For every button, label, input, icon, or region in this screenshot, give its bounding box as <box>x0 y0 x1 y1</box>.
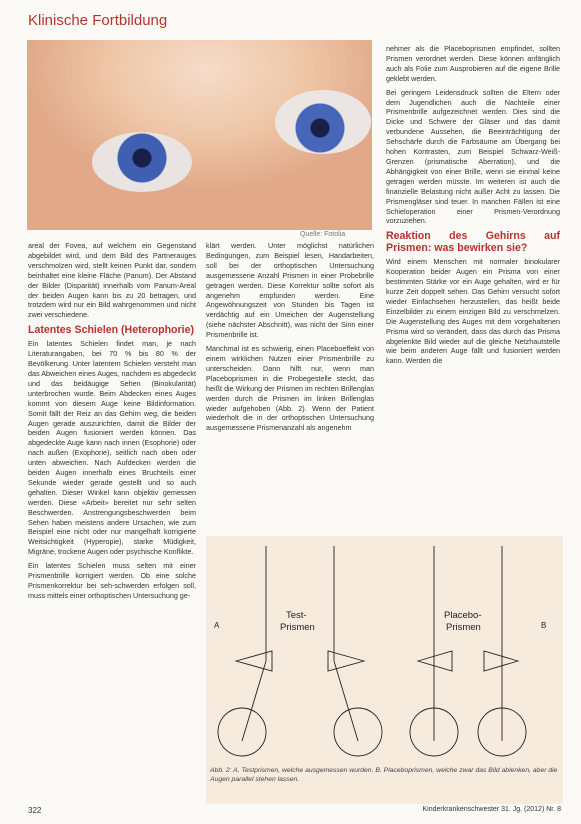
label-a: A <box>214 621 220 630</box>
figure-caption: Abb. 2: A. Testprismen, welche ausgemessen wurden. B. Placeboprismen, welche zwar das Bild ablenken, aber die Augen parallel stehen lassen. <box>210 767 558 783</box>
figure-prism-diagram <box>206 536 563 804</box>
column-2 <box>206 241 374 437</box>
page-header: Klinische Fortbildung <box>28 12 168 29</box>
left-eye <box>92 132 192 192</box>
prism-diagram <box>206 536 563 766</box>
journal-reference: Kinderkrankenschwester 31. Jg. (2012) Nr. 8 <box>422 806 561 813</box>
paragraph: Manchmal ist es schwierig, einen Placeboeffekt von einem wirklichen Nutzen einer Prismenbrille zu unterscheiden. Dann hilft nur, wenn man Placeboprismen in die Probegestelle steckt, das heißt die Wirkung der Prismen im rechten Brillenglas werden durch die Prismen im linken Brillenglas wieder aufgehoben (Abb. 2). Wenn der Patient wiederholt die in der orthoptischen Untersuchung ausgemessene Prismenanzahl als angenehm <box>206 344 374 433</box>
baby-eyes-photo <box>27 40 372 230</box>
paragraph: Ein latentes Schielen muss selten mit einer Prismenbrille korrigiert werden. Ob eine solche Prismenkorrektur bei seh-schwerden erfolgen soll, muss mittels einer orthoptischen Untersuchung ge- <box>28 561 196 600</box>
page-number: 322 <box>28 806 42 815</box>
paragraph: Bei geringem Leidensdruck sollten die Eltern oder dem Jugendlichen auch die Nachteile einer Prismenbrille aufgezeichnet werden. Dies sind die Dicke und Schwere der Gläser und das damit verbundene Aussehen, die Beeinträchtigung der Sehschärfe durch die Farbsäume am Übergang bei hohen Kontrasten, zum Beispiel Schwarz-Weiß-Grenzen (prismatische Aberration), und die Abhängigkeit von einer Brille, wenn sie einmal keine getragen werden müsste. Im weiteren ist auch die finanzielle Belastung nicht außer Acht zu lassen. Die Prismengläser sind teuer. In manchen Fällen ist eine Schieloperation einer Prismen-Verordnung vorzuziehen. <box>386 87 560 226</box>
right-eye <box>275 90 371 154</box>
placebo-prism-label: Placebo- <box>444 610 482 621</box>
test-prism-label: Test- <box>286 610 307 621</box>
section-heading: Latentes Schielen (Heterophorie) <box>28 324 195 337</box>
paragraph: Wird einem Menschen mit normaler binokularer Kooperation beider Augen ein Prisma von einer bestimmten Stärke vor ein Auge gehalten, wird er für kurze Zeit doppelt sehen. Das Gehirn versucht sofort wieder Einfachsehen herzustellen, das heißt beide Einzelbilder zu einem einzigen Bild zu verschmelzen. Die Augenstellung des Auges mit dem vorgehaltenen Prisma wird so verändert, dass das durch das Prisma abgelenkte Bild wieder auf die gleiche Netzhautstelle wie beim anderen Auge fällt und fusioniert werden kann. Werden die <box>386 257 560 366</box>
section-heading: Reaktion des Gehirns auf Prismen: was bewirken sie? <box>386 230 560 255</box>
column-3 <box>386 44 560 370</box>
column-1 <box>28 241 196 605</box>
paragraph: nehmer als die Placeboprismen empfindet, sollten Prismen verordnet werden. Diese können anfänglich auch als Folie zum Ausprobieren auf die eigene Brille geklebt werden. <box>386 44 560 83</box>
paragraph: areal der Fovea, auf welchem ein Gegenstand abgebildet wird, und dem Bild des Partnerauges verschmolzen wird, stellt keinen Punkt dar, sondern beinhaltet eine kleine Fläche (Panum). Der Abstand der Bilder (Disparität) innerhalb vom Panum-Areal der beiden Augen kann bis zu 20 betragen, und trotzdem wird nur ein Bild wahrgenommen und nicht zwei verschiedene. <box>28 241 196 320</box>
label-b: B <box>541 621 547 630</box>
test-prism-label-2: Prismen <box>280 622 315 633</box>
placebo-prism-label-2: Prismen <box>446 622 481 633</box>
paragraph: Ein latentes Schielen findet man, je nach Literaturangaben, bei 70 % bis 80 % der Bevölkerung. Unter latentem Schielen versteht man das Abweichen eines Auges, nachdem es abgedeckt und das beidäugige Sehen (Binokularität) unterbrochen wurde. Beim Abdecken eines Auges kommt von diesem Auge keine Bildinformation. Somit fällt der Reiz an das Gehirn weg, die beiden Augen gerade auszurichten, damit die Bilder der beiden Augen fusioniert werden können. Das abgedeckte Auge kann nach innen (Esophorie) oder nach außen (Exophorie), seitlich nach oben oder unten abweichen. Nach Aufdecken werden die beiden Augen innerhalb eines Bruchteils einer Sekunde wieder gerade gestellt und so auch gehalten. Dieser Winkel kann objektiv gemessen werden. Diese «Arbeit» bereitet nur sehr selten Beschwerden. Anstrengungsbeschwerden beim Sehen haben meistens andere Ursachen, wie zum Beispiel eine nicht oder nur mangelhaft korrigierte Weitsichtigkeit (Hyperopie), starke Müdigkeit, Migräne, trockene Augen oder psychische Konflikte. <box>28 339 196 557</box>
paragraph: klärt werden. Unter möglichst natürlichen Bedingungen, zum Beispiel lesen, Handarbeiten, soll bei der orthoptischen Untersuchung ausgemessene Anzahl Prismen in einer Probebrille getragen werden. Diese Korrektur sollte sofort als angenehm empfunden werden. Eine Angewöhnungszeit von Stunden bis Tagen ist verdächtig auf ein Umeichen der Augenstellung (siehe nächster Abschnitt), was nicht der Sinn einer Prismenbrille ist. <box>206 241 374 340</box>
photo-credit: Quelle: Fotolia <box>300 231 346 238</box>
